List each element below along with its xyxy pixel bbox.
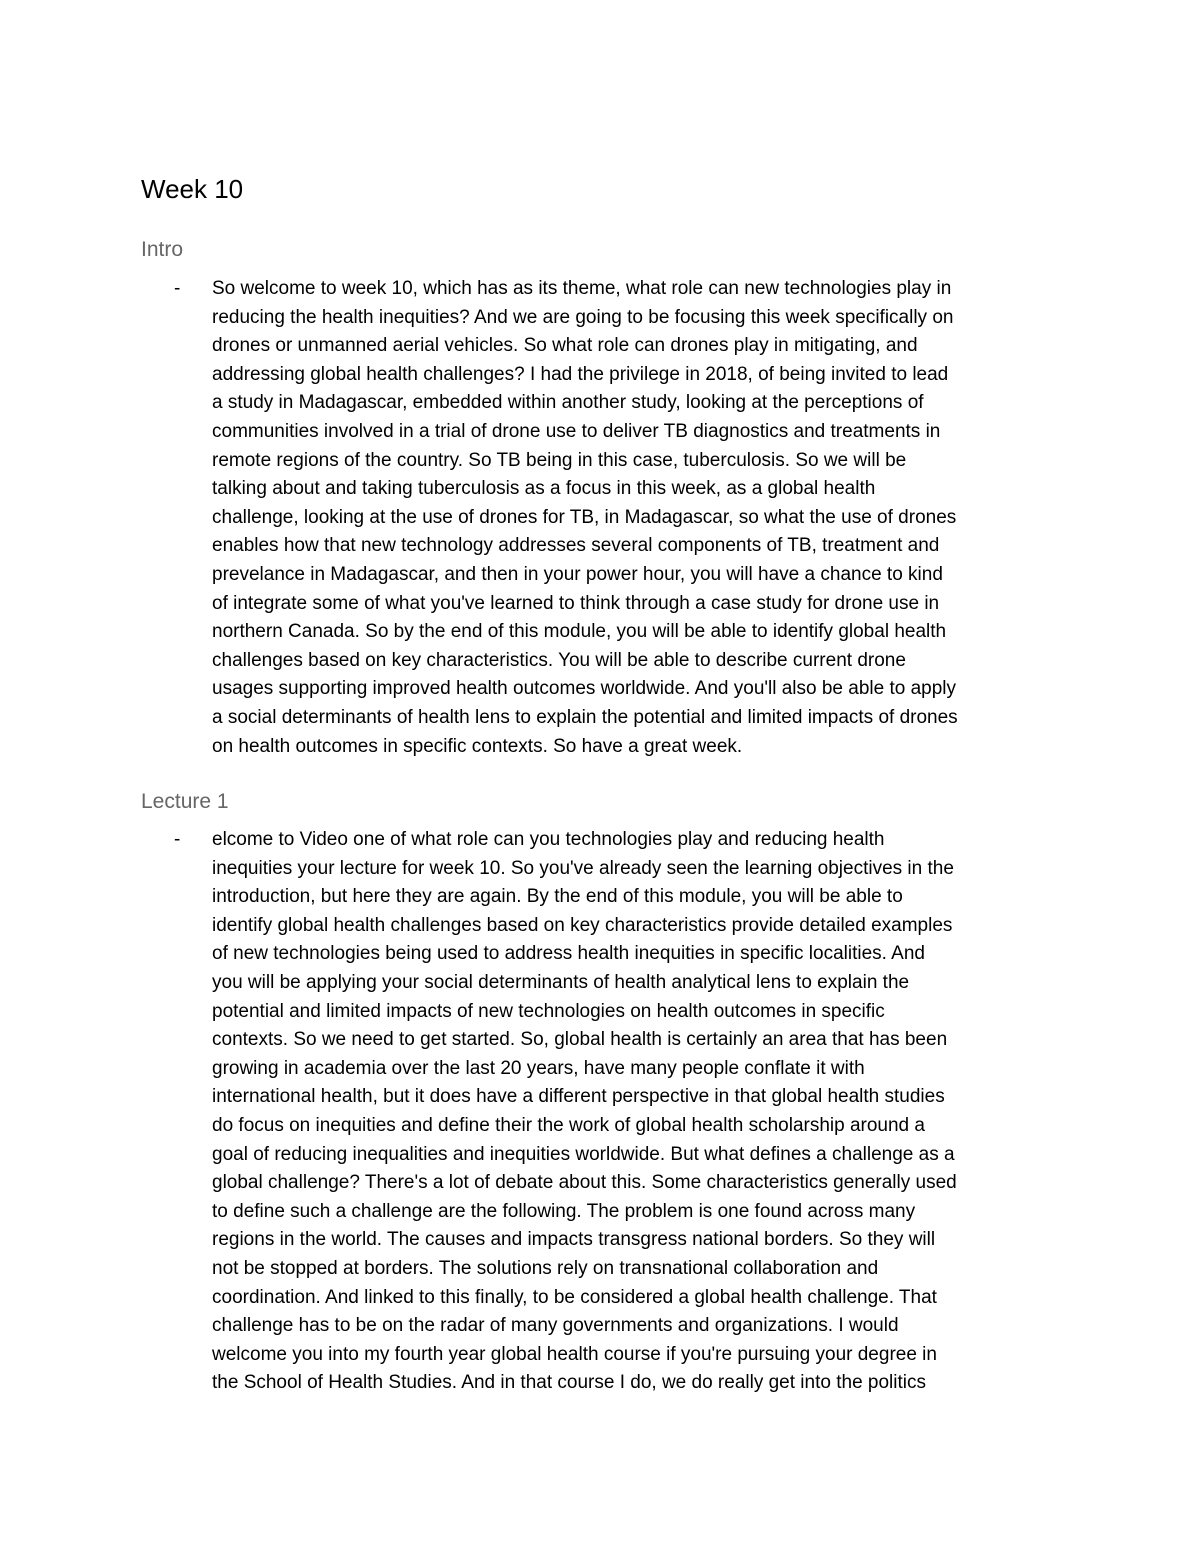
text-line: challenges based on key characteristics. You will be able to describe current drone [212, 649, 906, 671]
section-heading-intro: Intro [141, 238, 184, 261]
text-line: elcome to Video one of what role can you technologies play and reducing health [212, 829, 885, 850]
intro-paragraph [212, 275, 1092, 761]
text-line: to define such a challenge are the following. The problem is one found across many [212, 1200, 916, 1222]
text-line: identify global health challenges based on key characteristics provide detailed examples [212, 914, 953, 936]
text-line: the School of Health Studies. And in that course I do, we do really get into the politics [212, 1372, 926, 1394]
text-line: on health outcomes in specific contexts. So have a great week. [212, 735, 743, 757]
text-line: regions in the world. The causes and impacts transgress national borders. So they will [212, 1229, 936, 1251]
bullet-dash: - [174, 278, 181, 299]
text-line: contexts. So we need to get started. So, global health is certainly an area that has been [212, 1029, 948, 1051]
text-line: usages supporting improved health outcomes worldwide. And you'll also be able to apply [212, 678, 957, 700]
text-line: enables how that new technology addresses several components of TB, treatment and [212, 535, 940, 557]
document-title: Week 10 [141, 174, 244, 204]
text-line: communities involved in a trial of drone use to deliver TB diagnostics and treatments in [212, 420, 941, 442]
text-line: So welcome to week 10, which has as its theme, what role can new technologies play in [212, 278, 952, 299]
text-line: talking about and taking tuberculosis as a focus in this week, as a global health [212, 478, 876, 500]
text-line: prevelance in Madagascar, and then in your power hour, you will have a chance to kind [212, 563, 943, 585]
text-line: you will be applying your social determinants of health analytical lens to explain the [212, 971, 910, 993]
section-heading-lecture-1: Lecture 1 [141, 790, 229, 813]
text-line: potential and limited impacts of new technologies on health outcomes in specific [212, 1000, 885, 1022]
text-line: international health, but it does have a different perspective in that global health studies [212, 1086, 945, 1108]
text-line: remote regions of the country. So TB being in this case, tuberculosis. So we will be [212, 449, 907, 471]
text-line: growing in academia over the last 20 years, have many people conflate it with [212, 1057, 865, 1079]
text-line: challenge, looking at the use of drones for TB, in Madagascar, so what the use of drones [212, 506, 957, 528]
lecture-1-paragraph [212, 826, 1092, 1398]
text-line: challenge has to be on the radar of many governments and organizations. I would [212, 1315, 899, 1337]
text-line: reducing the health inequities? And we are going to be focusing this week specifically on [212, 306, 954, 328]
text-line: drones or unmanned aerial vehicles. So what role can drones play in mitigating, and [212, 335, 918, 357]
bullet-dash: - [174, 829, 181, 850]
text-line: coordination. And linked to this finally, to be considered a global health challenge. That [212, 1286, 937, 1308]
text-line: welcome you into my fourth year global health course if you're pursuing your degree in [212, 1343, 937, 1365]
text-line: goal of reducing inequalities and inequities worldwide. But what defines a challenge as a [212, 1143, 955, 1165]
text-line: a social determinants of health lens to explain the potential and limited impacts of drones [212, 706, 958, 728]
text-line: inequities your lecture for week 10. So you've already seen the learning objectives in the [212, 857, 954, 879]
text-line: of new technologies being used to address health inequities in specific localities. And [212, 943, 925, 965]
text-line: do focus on inequities and define their the work of global health scholarship around a [212, 1114, 925, 1136]
text-line: global challenge? There's a lot of debate about this. Some characteristics generally used [212, 1172, 957, 1194]
text-line: of integrate some of what you've learned to think through a case study for drone use in [212, 592, 940, 614]
text-line: northern Canada. So by the end of this module, you will be able to identify global health [212, 621, 947, 643]
text-line: introduction, but here they are again. By the end of this module, you will be able to [212, 886, 903, 908]
text-line: not be stopped at borders. The solutions rely on transnational collaboration and [212, 1257, 879, 1279]
text-line: a study in Madagascar, embedded within another study, looking at the perceptions of [212, 392, 924, 414]
text-line: addressing global health challenges? I had the privilege in 2018, of being invited to lead [212, 363, 949, 385]
